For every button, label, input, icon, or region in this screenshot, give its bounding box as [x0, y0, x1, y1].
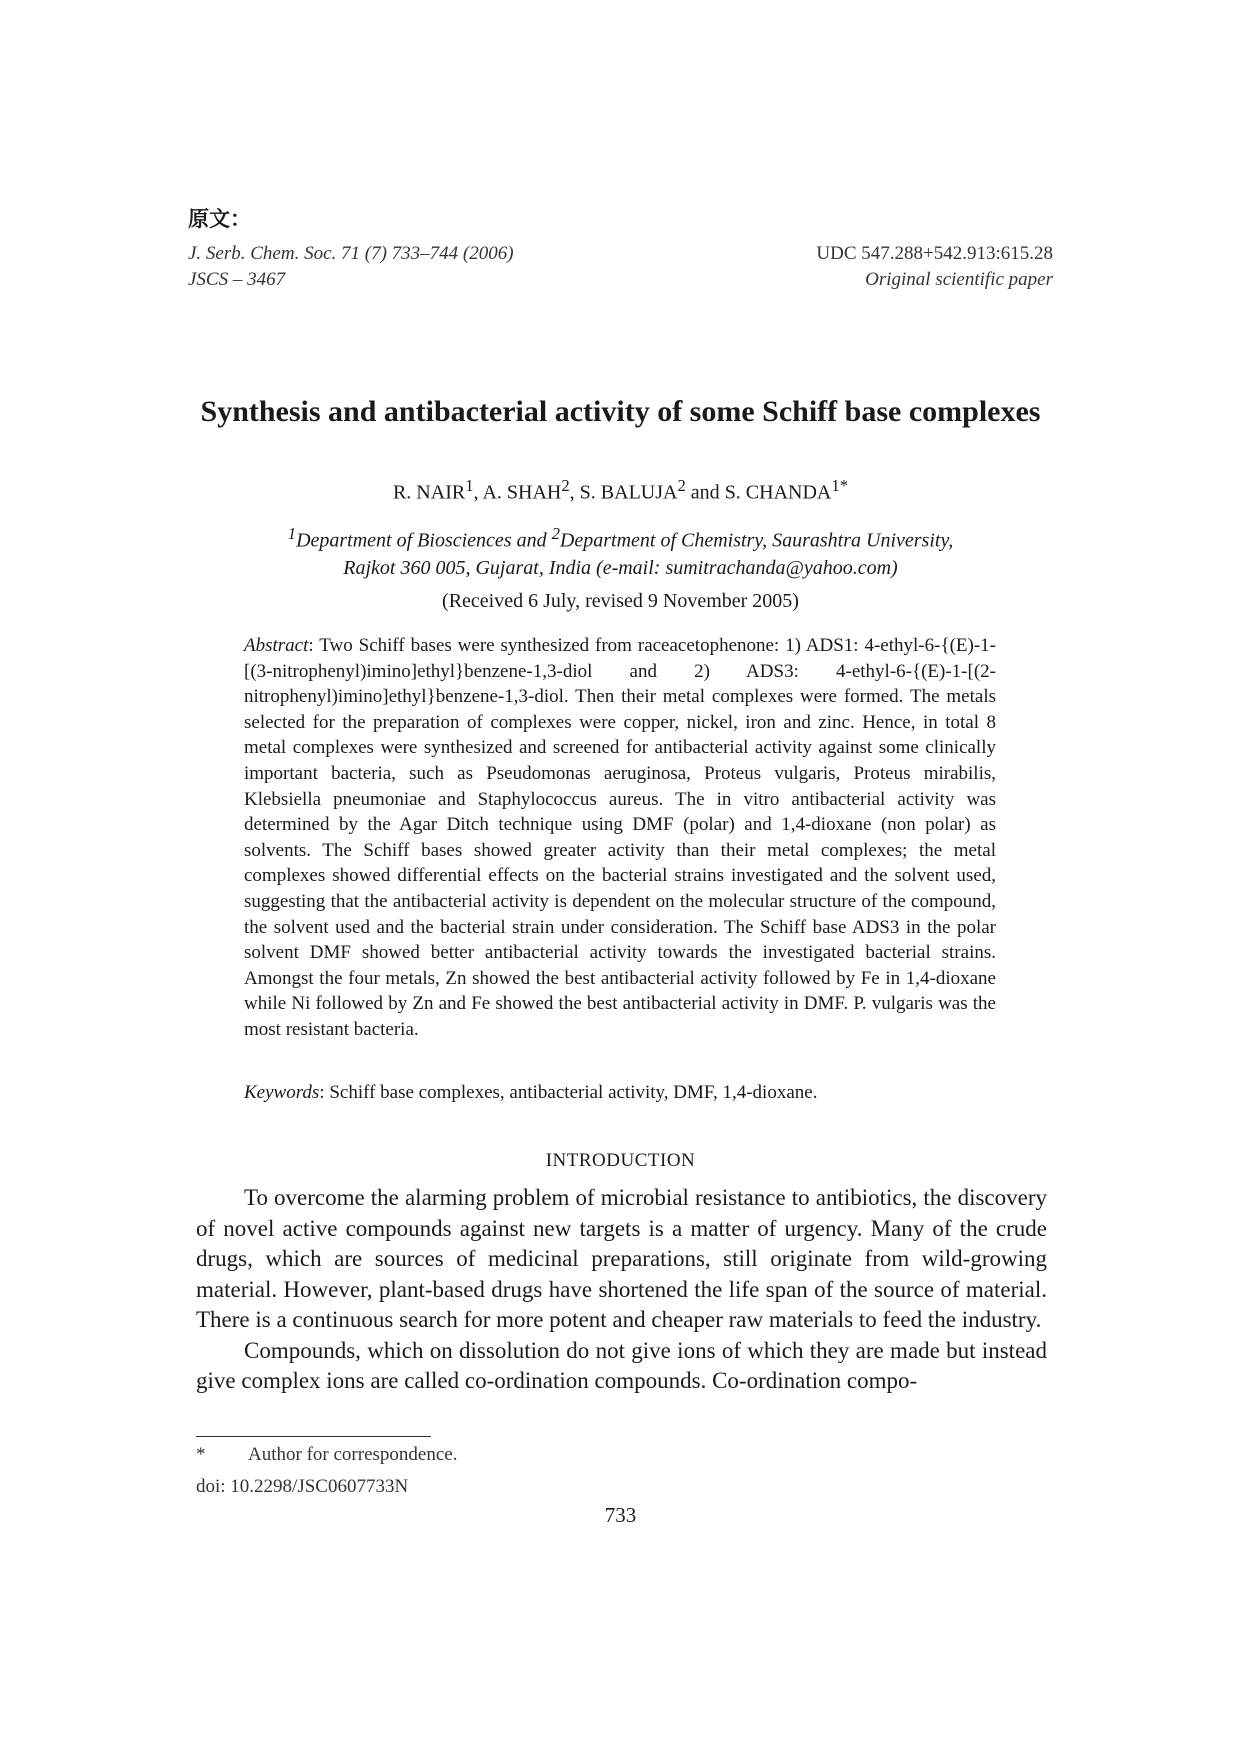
udc-code: UDC 547.288+542.913:615.28: [816, 243, 1053, 264]
jscs-line: JSCS – 3467: [188, 269, 286, 290]
affiliation-superscript: 2: [551, 524, 560, 543]
abstract: [244, 633, 996, 1043]
department-chemistry: Department of Chemistry, Saurashtra University,: [559, 529, 954, 552]
department-biosciences: Department of Biosciences and: [296, 529, 552, 552]
paper-type: Original scientific paper: [865, 269, 1053, 290]
section-heading-introduction: INTRODUCTION: [545, 1150, 696, 1171]
author-name: A. SHAH: [482, 481, 562, 504]
author-conjunction: and: [685, 481, 725, 504]
author-name: S. CHANDA: [724, 481, 832, 504]
footnote-marker: *: [196, 1444, 206, 1465]
author-separator: ,: [569, 481, 580, 504]
journal-line: J. Serb. Chem. Soc. 71 (7) 733–744 (2006): [188, 243, 514, 264]
footnote-text: Author for correspondence.: [248, 1444, 458, 1465]
author-superscript: 1*: [831, 476, 849, 495]
page-number: 733: [604, 1503, 637, 1527]
author-name: R. NAIR: [392, 481, 466, 504]
footnote: [196, 1444, 457, 1466]
affiliation-line-2: Rajkot 360 005, Gujarat, India (e-mail: sumitrachanda@yahoo.com): [343, 556, 898, 579]
footnote-divider: [196, 1436, 431, 1437]
affiliation-line-1: [188, 520, 1053, 555]
affiliation: [188, 520, 1053, 582]
keywords: [244, 1080, 996, 1105]
affiliation-superscript: 1: [287, 524, 297, 543]
keywords-label: Keywords: [244, 1082, 320, 1103]
introduction-body: [196, 1183, 1047, 1397]
author-name: S. BALUJA: [579, 481, 678, 504]
abstract-text: : Two Schiff bases were synthesized from raceacetophenone: 1) ADS1: 4-ethyl-6-{(E)-1-[(3-nitrophenyl)imino]ethyl}benzene-1,3-diol and 2) ADS3: 4-ethyl-6-{(E)-1-[(2-nitrophenyl)imino]ethyl}benzene-1,3-diol. Then their metal complexes were formed. The metals selected for the preparation of complexes were copper, nickel, iron and zinc. Hence, in total 8 metal complexes were synthesized and screened for antibacterial activity against some clinically important bacteria, such as Pseudomonas aeruginosa, Proteus vulgaris, Proteus mirabilis, Klebsiella pneumoniae and Staphylococcus aureus. The in vitro antibacterial activity was determined by the Agar Ditch technique using DMF (polar) and 1,4-dioxane (non polar) as solvents. The Schiff bases showed greater activity than their metal complexes; the metal complexes showed differential effects on the bacterial strains investigated and the solvent used, suggesting that the antibacterial activity is dependent on the molecular structure of the compound, the solvent used and the bacterial strain under consideration. The Schiff base ADS3 in the polar solvent DMF showed better antibacterial activity towards the investigated bacterial strains. Amongst the four metals, Zn showed the best antibacterial activity followed by Fe in 1,4-dioxane while Ni followed by Zn and Fe showed the best antibacterial activity in DMF. P. vulgaris was the most resistant bacteria.: [244, 635, 996, 1040]
author-list: [188, 476, 1053, 505]
abstract-label: Abstract: [244, 635, 309, 656]
received-dates: (Received 6 July, revised 9 November 2005): [442, 590, 799, 612]
paper-title: Synthesis and antibacterial activity of some Schiff base complexes: [200, 395, 1041, 428]
keywords-text: : Schiff base complexes, antibacterial activity, DMF, 1,4-dioxane.: [319, 1082, 818, 1103]
paragraph: To overcome the alarming problem of microbial resistance to antibiotics, the discovery of novel active compounds against new targets is a matter of urgency. Many of the crude drugs, which are sources of medicinal preparations, still originate from wild-growing material. However, plant-based drugs have shortened the life span of the source of material. There is a continuous search for more potent and cheaper raw materials to feed the industry.: [196, 1185, 1047, 1332]
author-superscript: 2: [561, 476, 570, 495]
journal-citation: [188, 241, 514, 293]
classification: [816, 241, 1053, 293]
author-separator: ,: [473, 481, 483, 504]
chinese-label: 原文：: [188, 207, 251, 231]
author-superscript: 1: [465, 476, 474, 495]
author-superscript: 2: [677, 476, 686, 495]
doi: doi: 10.2298/JSC0607733N: [196, 1476, 409, 1497]
paragraph: Compounds, which on dissolution do not give ions of which they are made but instead give complex ions are called co-ordination compounds. Co-ordination compo-: [196, 1337, 1047, 1393]
